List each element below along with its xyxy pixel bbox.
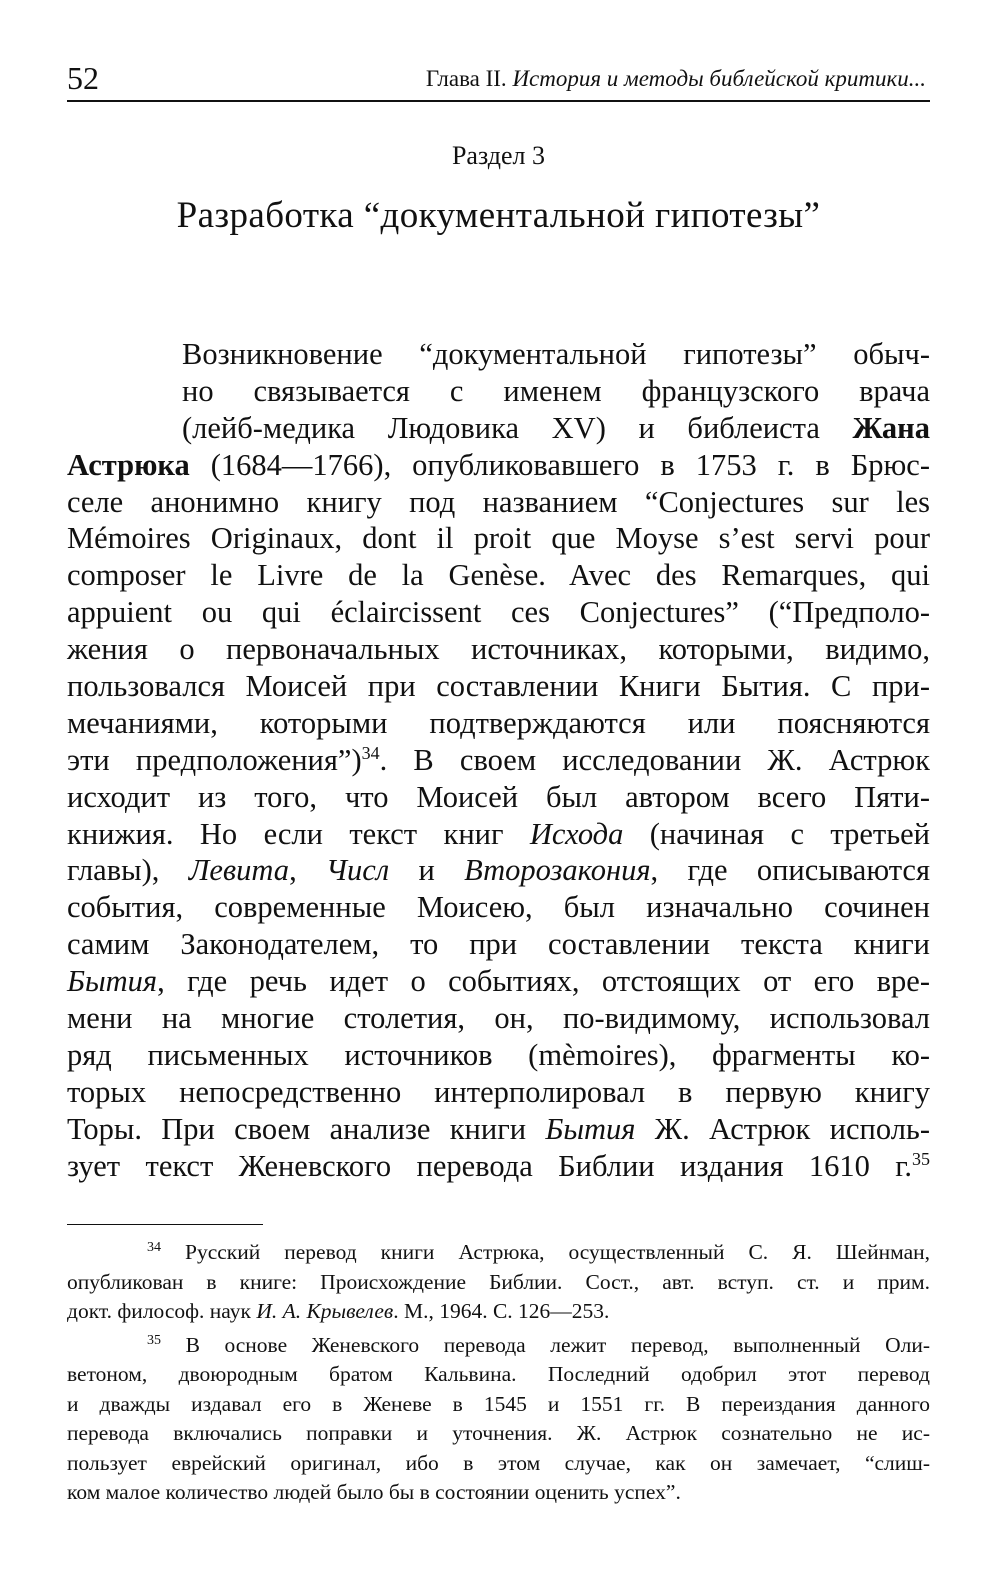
text-run: Левита (188, 853, 290, 888)
text-run: ком малое количество людей было бы в состоянии оценить успех”. (67, 1480, 681, 1504)
footnote-34-line (67, 1268, 930, 1298)
text-line (67, 742, 930, 779)
text-run: жения о первоначальных источниках, которыми, видимо, (67, 632, 930, 667)
section-title: Разработка “документальной гипотезы” (176, 195, 821, 236)
text-run: ряд письменных источников (mèmoires), фрагменты ко- (67, 1037, 930, 1072)
text-run: мечаниями, которыми подтверждаются или поясняются (67, 705, 930, 740)
footnote-rule (67, 1224, 263, 1225)
text-line (67, 631, 930, 668)
text-run: appuient ou qui éclaircissent ces Conjectures” (“Предполо- (67, 595, 930, 630)
text-line (67, 1074, 930, 1111)
text-run: . М., 1964. С. 126—253. (393, 1299, 610, 1323)
text-line (67, 484, 930, 521)
text-line (67, 520, 930, 557)
footnotes (67, 1238, 930, 1508)
text-run: перевода включались поправки и уточнения. Ж. Астрюк сознательно не ис- (67, 1421, 930, 1445)
text-run: Числ (326, 853, 390, 888)
text-run: composer le Livre de la Genèse. Avec des Remarques, qui (67, 558, 930, 593)
text-run: зует текст Женевского перевода Библии издания 1610 г. (67, 1148, 912, 1183)
text-run: торых непосредственно интерполировал в первую книгу (67, 1074, 930, 1109)
text-line (67, 594, 930, 631)
author-name-bold: Жана (852, 410, 930, 445)
text-run: и (389, 853, 465, 888)
footnote-34-line (67, 1238, 930, 1268)
text-line (67, 779, 930, 816)
page-number: 52 (67, 60, 99, 96)
text-line (67, 336, 930, 373)
text-run: главы), (67, 853, 189, 888)
chapter-label: Глава II. (425, 66, 513, 91)
running-title (426, 64, 926, 94)
text-line (67, 668, 930, 705)
text-run: Бытия (67, 964, 158, 999)
text-run: самим Законодателем, то при составлении текста книги (67, 927, 930, 962)
text-line (67, 705, 930, 742)
footnote-34-line (67, 1297, 930, 1327)
running-header (67, 58, 930, 98)
text-line (67, 926, 930, 963)
footnote-35-line (67, 1360, 930, 1390)
text-run: мени на многие столетия, он, по-видимому, использовал (67, 1001, 930, 1036)
text-run: Русский перевод книги Астрюка, осуществленный С. Я. Шейнман, (161, 1240, 930, 1264)
text-run: книжия. Но если текст книг (67, 816, 530, 851)
text-line (67, 852, 930, 889)
text-run: В основе Женевского перевода лежит перевод, выполненный Оли- (161, 1332, 930, 1357)
text-run: пользует еврейский оригинал, ибо в этом случае, как он замечает, “слиш- (67, 1450, 930, 1475)
text-run: . В своем исследовании Ж. Астрюк (379, 742, 930, 777)
text-line (67, 1111, 930, 1148)
text-run: опубликован в книге: Происхождение Библии. Сост., авт. вступ. ст. и прим. (67, 1269, 930, 1294)
header-rule (67, 100, 930, 102)
text-run: Второзакония (464, 853, 651, 888)
author-surname-bold: Астрюка (67, 447, 190, 482)
text-line (67, 963, 930, 1000)
chapter-title: История и методы библейской критики... (512, 66, 926, 91)
text-line (67, 1000, 930, 1037)
footnote-35-line (67, 1331, 930, 1361)
text-run: события, современные Моисею, был изначально сочинен (67, 890, 930, 925)
footnote-35-line (67, 1419, 930, 1449)
text-run: но связывается с именем французского врача (182, 373, 930, 408)
footnote-35-line (67, 1390, 930, 1420)
text-run: Возникновение “документальной гипотезы” обыч- (182, 337, 930, 371)
text-run: , где речь идет о событиях, отстоящих от его вре- (157, 964, 930, 999)
text-run: Исхода (529, 816, 624, 851)
text-run: эти предположения”) (67, 742, 362, 777)
text-run: ветоном, двоюродным братом Кальвина. Последний одобрил этот перевод (67, 1362, 930, 1386)
text-line (67, 816, 930, 853)
text-run: (1684—1766), опубликовавшего в 1753 г. в Брюс- (189, 447, 930, 482)
main-paragraph (67, 336, 930, 1184)
text-line (67, 557, 930, 594)
text-run: докт. философ. наук (67, 1299, 257, 1323)
text-line (67, 410, 930, 447)
text-run: (лейб-медика Людовика XV) и библеиста (182, 410, 853, 445)
text-run: пользовался Моисей при составлении Книги Бытия. С при- (67, 669, 930, 704)
text-run: Бытия (545, 1111, 636, 1146)
text-run: селе анонимно книгу под названием “Conjectures sur les (67, 484, 930, 519)
text-run: Mémoires Originaux, dont il proit que Moyse s’est servi pour (67, 521, 930, 556)
text-line (67, 1148, 930, 1185)
footnote-ref-35: 35 (912, 1148, 930, 1169)
text-run: Торы. При своем анализе книги (67, 1111, 546, 1146)
text-line (67, 447, 930, 484)
text-line (67, 373, 930, 410)
text-run: исходит из того, что Моисей был автором всего Пяти- (67, 779, 930, 814)
text-line (67, 889, 930, 926)
text-run: , где описываются (650, 853, 930, 888)
text-run: Ж. Астрюк исполь- (635, 1111, 930, 1146)
text-run: , (289, 853, 327, 888)
text-line (67, 1037, 930, 1074)
book-page (67, 0, 930, 1575)
footnote-35-line (67, 1478, 930, 1508)
footnote-mark-35: 35 (147, 1332, 161, 1348)
text-run: и дважды издавал его в Женеве в 1545 и 1551 гг. В переиздания данного (67, 1391, 930, 1416)
text-run: И. А. Крывелев (256, 1299, 394, 1323)
section-label: Раздел 3 (451, 141, 546, 170)
footnote-mark-34: 34 (147, 1239, 161, 1255)
text-run: (начиная с третьей (623, 816, 930, 851)
footnote-35-line (67, 1449, 930, 1479)
footnote-ref-34: 34 (361, 742, 380, 763)
